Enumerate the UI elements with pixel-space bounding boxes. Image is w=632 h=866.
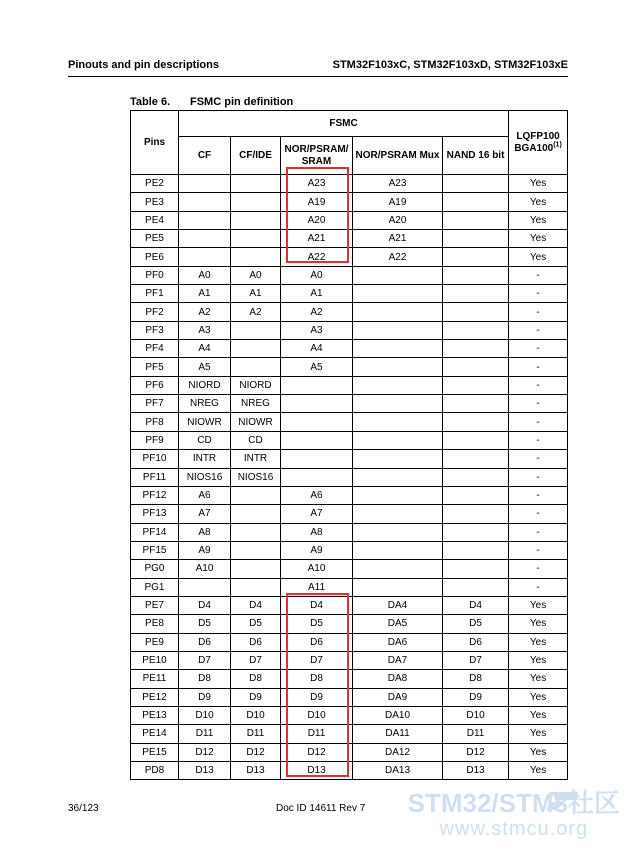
cell-pkg: Yes	[509, 706, 568, 724]
table-row	[131, 541, 568, 559]
cell-cf: D8	[179, 670, 231, 688]
table-row	[131, 596, 568, 614]
cell-nand	[443, 523, 509, 541]
table-row	[131, 450, 568, 468]
cell-cf	[179, 193, 231, 211]
cell-pkg: Yes	[509, 248, 568, 266]
col-header-pins: Pins	[131, 111, 179, 175]
cell-nand	[443, 486, 509, 504]
table-row	[131, 285, 568, 303]
cell-nor: A5	[281, 358, 353, 376]
cell-mux: A20	[353, 211, 443, 229]
cell-pin: PE7	[131, 596, 179, 614]
cell-nor: D4	[281, 596, 353, 614]
footer-page-number: 36/123	[68, 803, 99, 814]
cell-pin: PG0	[131, 560, 179, 578]
cell-nand: D13	[443, 762, 509, 780]
table-row	[131, 505, 568, 523]
cell-nor: A11	[281, 578, 353, 596]
footer-doc-id: Doc ID 14611 Rev 7	[276, 803, 366, 814]
cell-mux	[353, 376, 443, 394]
cell-nand	[443, 505, 509, 523]
cell-mux	[353, 303, 443, 321]
cell-pkg: -	[509, 321, 568, 339]
cell-pin: PG1	[131, 578, 179, 596]
col-header-cfide: CF/IDE	[231, 137, 281, 175]
cell-nor: A20	[281, 211, 353, 229]
cell-pin: PF7	[131, 395, 179, 413]
cell-cf: A6	[179, 486, 231, 504]
cell-pkg: -	[509, 486, 568, 504]
cell-pin: PE10	[131, 651, 179, 669]
cell-mux	[353, 395, 443, 413]
cell-pin: PE12	[131, 688, 179, 706]
cell-pkg: -	[509, 395, 568, 413]
cell-nand	[443, 358, 509, 376]
cell-nor: D5	[281, 615, 353, 633]
cell-nand	[443, 321, 509, 339]
cell-mux	[353, 541, 443, 559]
cell-cfide	[231, 358, 281, 376]
watermark	[408, 788, 620, 840]
cell-pin: PE15	[131, 743, 179, 761]
cell-cf: A1	[179, 285, 231, 303]
cell-cfide: NIOWR	[231, 413, 281, 431]
pkg-footnote-ref: (1)	[553, 141, 562, 149]
cell-pkg: Yes	[509, 688, 568, 706]
cell-pkg: Yes	[509, 743, 568, 761]
cell-nand: D12	[443, 743, 509, 761]
cell-mux: DA6	[353, 633, 443, 651]
cell-pin: PE4	[131, 211, 179, 229]
cell-nand: D9	[443, 688, 509, 706]
cell-nand	[443, 211, 509, 229]
cell-pkg: -	[509, 431, 568, 449]
table-row	[131, 193, 568, 211]
cell-pin: PF10	[131, 450, 179, 468]
cell-pin: PE13	[131, 706, 179, 724]
cell-pin: PF11	[131, 468, 179, 486]
cell-cfide	[231, 211, 281, 229]
cell-pin: PF3	[131, 321, 179, 339]
cell-pin: PE3	[131, 193, 179, 211]
table-row	[131, 266, 568, 284]
cell-cf: A7	[179, 505, 231, 523]
cell-cfide	[231, 230, 281, 248]
cell-nor: A19	[281, 193, 353, 211]
cell-pin: PF9	[131, 431, 179, 449]
cell-mux	[353, 285, 443, 303]
cell-mux: DA13	[353, 762, 443, 780]
cell-cf: A3	[179, 321, 231, 339]
cell-cfide	[231, 193, 281, 211]
cell-pin: PE5	[131, 230, 179, 248]
cell-pkg: Yes	[509, 230, 568, 248]
cell-cf: INTR	[179, 450, 231, 468]
cell-nand	[443, 413, 509, 431]
cell-nand: D6	[443, 633, 509, 651]
table-row	[131, 248, 568, 266]
cell-cfide	[231, 578, 281, 596]
cell-nor: D9	[281, 688, 353, 706]
table-row	[131, 486, 568, 504]
cell-pin: PF15	[131, 541, 179, 559]
cell-cfide: A1	[231, 285, 281, 303]
cell-cfide	[231, 505, 281, 523]
cell-mux	[353, 358, 443, 376]
table-row	[131, 578, 568, 596]
cell-cfide	[231, 486, 281, 504]
cell-pkg: -	[509, 505, 568, 523]
cell-pkg: -	[509, 376, 568, 394]
cell-nand	[443, 395, 509, 413]
cell-nand: D5	[443, 615, 509, 633]
watermark-logo-text: STM32/STM8社区	[407, 788, 620, 818]
cell-cfide: INTR	[231, 450, 281, 468]
cell-nand	[443, 450, 509, 468]
cell-nor	[281, 431, 353, 449]
cell-cf: A0	[179, 266, 231, 284]
cell-cf: D12	[179, 743, 231, 761]
cell-mux: A21	[353, 230, 443, 248]
cell-mux	[353, 321, 443, 339]
cell-mux: A22	[353, 248, 443, 266]
cell-nor: A4	[281, 340, 353, 358]
table-number: Table 6.	[130, 96, 171, 108]
cell-cf: A8	[179, 523, 231, 541]
cell-pkg: Yes	[509, 725, 568, 743]
table-caption	[130, 96, 293, 108]
col-group-fsmc: FSMC	[179, 111, 509, 137]
table-row	[131, 706, 568, 724]
cell-pin: PF0	[131, 266, 179, 284]
watermark-url: www.stmcu.org	[439, 818, 589, 840]
cell-pkg: Yes	[509, 615, 568, 633]
cell-cfide	[231, 340, 281, 358]
cell-nor: A10	[281, 560, 353, 578]
cell-pkg: Yes	[509, 193, 568, 211]
cell-cfide	[231, 175, 281, 193]
cell-mux: DA5	[353, 615, 443, 633]
table-row	[131, 303, 568, 321]
table-row	[131, 651, 568, 669]
table-row	[131, 376, 568, 394]
cell-mux: DA9	[353, 688, 443, 706]
cell-mux	[353, 523, 443, 541]
cell-cfide: D8	[231, 670, 281, 688]
cell-nand	[443, 578, 509, 596]
cell-nand	[443, 230, 509, 248]
header-divider	[68, 76, 568, 77]
table-row	[131, 321, 568, 339]
cell-nor: D6	[281, 633, 353, 651]
cell-nand	[443, 193, 509, 211]
cell-pin: PF5	[131, 358, 179, 376]
cell-pkg: -	[509, 541, 568, 559]
table-row	[131, 523, 568, 541]
cell-nor	[281, 395, 353, 413]
cell-cfide: CD	[231, 431, 281, 449]
nor-line1: NOR/PSRAM/	[284, 143, 349, 155]
cell-nor: A21	[281, 230, 353, 248]
cell-nor: A3	[281, 321, 353, 339]
table-row	[131, 560, 568, 578]
cell-pkg: -	[509, 560, 568, 578]
cell-pkg: -	[509, 358, 568, 376]
table-row	[131, 670, 568, 688]
table-row	[131, 633, 568, 651]
cell-pkg: Yes	[509, 651, 568, 669]
cell-nor: D10	[281, 706, 353, 724]
highlight-box-address	[286, 167, 349, 263]
cell-nor: A6	[281, 486, 353, 504]
table-row	[131, 175, 568, 193]
cell-mux	[353, 505, 443, 523]
cell-cfide: D9	[231, 688, 281, 706]
cell-mux	[353, 468, 443, 486]
col-header-cf: CF	[179, 137, 231, 175]
cell-nand	[443, 431, 509, 449]
table-row	[131, 468, 568, 486]
cell-nor	[281, 468, 353, 486]
cell-pin: PE14	[131, 725, 179, 743]
cell-pin: PF6	[131, 376, 179, 394]
table-row	[131, 762, 568, 780]
cell-mux	[353, 340, 443, 358]
page-header-section: Pinouts and pin descriptions	[68, 59, 219, 71]
cell-cfide: D6	[231, 633, 281, 651]
table-row	[131, 340, 568, 358]
cell-cf	[179, 248, 231, 266]
cell-cf	[179, 230, 231, 248]
table-row	[131, 395, 568, 413]
cell-cf	[179, 175, 231, 193]
cell-mux: DA10	[353, 706, 443, 724]
cell-cfide: D4	[231, 596, 281, 614]
table-row	[131, 725, 568, 743]
nor-line2: SRAM	[301, 155, 332, 167]
cell-pin: PF4	[131, 340, 179, 358]
cell-nor	[281, 450, 353, 468]
cell-nor: D7	[281, 651, 353, 669]
cell-nor: A7	[281, 505, 353, 523]
cell-mux: A23	[353, 175, 443, 193]
cell-cfide: D7	[231, 651, 281, 669]
cell-nor: D13	[281, 762, 353, 780]
cell-cf: A10	[179, 560, 231, 578]
cell-nor: A0	[281, 266, 353, 284]
table-row	[131, 743, 568, 761]
cell-pin: PE11	[131, 670, 179, 688]
cell-pin: PF12	[131, 486, 179, 504]
cell-mux	[353, 486, 443, 504]
cell-pin: PF13	[131, 505, 179, 523]
cell-nand: D7	[443, 651, 509, 669]
cell-nand	[443, 340, 509, 358]
cell-nor: D8	[281, 670, 353, 688]
cell-nand: D10	[443, 706, 509, 724]
fsmc-pin-table	[130, 110, 568, 780]
cell-mux	[353, 413, 443, 431]
cell-pkg: -	[509, 303, 568, 321]
cell-pkg: Yes	[509, 633, 568, 651]
cell-nand	[443, 541, 509, 559]
cell-nor: A1	[281, 285, 353, 303]
page-header-product: STM32F103xC, STM32F103xD, STM32F103xE	[332, 59, 568, 71]
table-title: FSMC pin definition	[190, 96, 294, 108]
cell-pin: PF2	[131, 303, 179, 321]
cell-mux	[353, 578, 443, 596]
cell-pkg: -	[509, 523, 568, 541]
cell-cfide	[231, 321, 281, 339]
table-body	[131, 175, 568, 780]
highlight-box-data	[286, 593, 349, 777]
cell-mux	[353, 560, 443, 578]
cell-cfide: D12	[231, 743, 281, 761]
cell-cfide	[231, 560, 281, 578]
cell-nor: A22	[281, 248, 353, 266]
col-header-normux: NOR/PSRAM Mux	[353, 137, 443, 175]
cell-nand	[443, 248, 509, 266]
cell-mux: DA8	[353, 670, 443, 688]
cell-cfide	[231, 248, 281, 266]
cell-nor: A9	[281, 541, 353, 559]
cell-cfide: NIORD	[231, 376, 281, 394]
cell-cf: D10	[179, 706, 231, 724]
cell-cf: A2	[179, 303, 231, 321]
cell-cfide: D11	[231, 725, 281, 743]
table-row	[131, 431, 568, 449]
cell-pin: PF14	[131, 523, 179, 541]
cell-nor: A2	[281, 303, 353, 321]
cell-pkg: Yes	[509, 211, 568, 229]
cell-pin: PF1	[131, 285, 179, 303]
cell-mux: DA12	[353, 743, 443, 761]
cell-nor	[281, 413, 353, 431]
cell-nor: A8	[281, 523, 353, 541]
cell-cfide: A2	[231, 303, 281, 321]
cell-pkg: -	[509, 578, 568, 596]
cell-cfide: NREG	[231, 395, 281, 413]
cell-pkg: -	[509, 266, 568, 284]
cell-nand	[443, 285, 509, 303]
table-row	[131, 358, 568, 376]
cell-nand	[443, 266, 509, 284]
table-row	[131, 413, 568, 431]
pkg-line2: BGA100	[514, 142, 554, 154]
cell-cf: D7	[179, 651, 231, 669]
cell-pkg: Yes	[509, 762, 568, 780]
cell-nand	[443, 560, 509, 578]
cell-pkg: Yes	[509, 670, 568, 688]
cell-cf: D5	[179, 615, 231, 633]
cell-pkg: -	[509, 340, 568, 358]
cell-nor	[281, 376, 353, 394]
cell-cfide: D13	[231, 762, 281, 780]
cell-mux: A19	[353, 193, 443, 211]
cell-cf: A5	[179, 358, 231, 376]
cell-pkg: -	[509, 468, 568, 486]
cell-nand: D4	[443, 596, 509, 614]
cell-mux	[353, 431, 443, 449]
table-row	[131, 211, 568, 229]
cell-pin: PF8	[131, 413, 179, 431]
cell-nand	[443, 376, 509, 394]
cell-mux: DA4	[353, 596, 443, 614]
cell-cf: D6	[179, 633, 231, 651]
cell-mux: DA11	[353, 725, 443, 743]
cell-cfide: A0	[231, 266, 281, 284]
cell-nand	[443, 468, 509, 486]
cell-cf: D4	[179, 596, 231, 614]
cell-cf	[179, 211, 231, 229]
cell-cfide: D10	[231, 706, 281, 724]
cell-nand: D8	[443, 670, 509, 688]
cell-nor: D11	[281, 725, 353, 743]
cell-cf: NIOWR	[179, 413, 231, 431]
cell-pin: PE6	[131, 248, 179, 266]
cell-cf: NREG	[179, 395, 231, 413]
cell-cf: D9	[179, 688, 231, 706]
cell-nor: A23	[281, 175, 353, 193]
pkg-line1: LQFP100	[516, 130, 560, 142]
cell-cf: D13	[179, 762, 231, 780]
cell-nand	[443, 175, 509, 193]
cell-nor: D12	[281, 743, 353, 761]
table-row	[131, 230, 568, 248]
cell-pin: PE9	[131, 633, 179, 651]
col-header-package	[509, 111, 568, 175]
cell-cf: A9	[179, 541, 231, 559]
cell-pkg: -	[509, 450, 568, 468]
cell-pkg: Yes	[509, 175, 568, 193]
cell-cfide	[231, 541, 281, 559]
cell-cf: A4	[179, 340, 231, 358]
cell-cf: NIORD	[179, 376, 231, 394]
cell-pin: PE8	[131, 615, 179, 633]
cell-pkg: -	[509, 413, 568, 431]
col-header-nand: NAND 16 bit	[443, 137, 509, 175]
cell-mux	[353, 450, 443, 468]
cell-mux	[353, 266, 443, 284]
cell-cf	[179, 578, 231, 596]
cell-pkg: Yes	[509, 596, 568, 614]
cell-pin: PD8	[131, 762, 179, 780]
cell-cf: D11	[179, 725, 231, 743]
cell-cf: NIOS16	[179, 468, 231, 486]
table-row	[131, 615, 568, 633]
cell-nand: D11	[443, 725, 509, 743]
cell-cfide: NIOS16	[231, 468, 281, 486]
cell-nand	[443, 303, 509, 321]
cell-cfide: D5	[231, 615, 281, 633]
cell-cf: CD	[179, 431, 231, 449]
table-row	[131, 688, 568, 706]
cell-cfide	[231, 523, 281, 541]
cell-pkg: -	[509, 285, 568, 303]
cell-mux: DA7	[353, 651, 443, 669]
cell-pin: PE2	[131, 175, 179, 193]
